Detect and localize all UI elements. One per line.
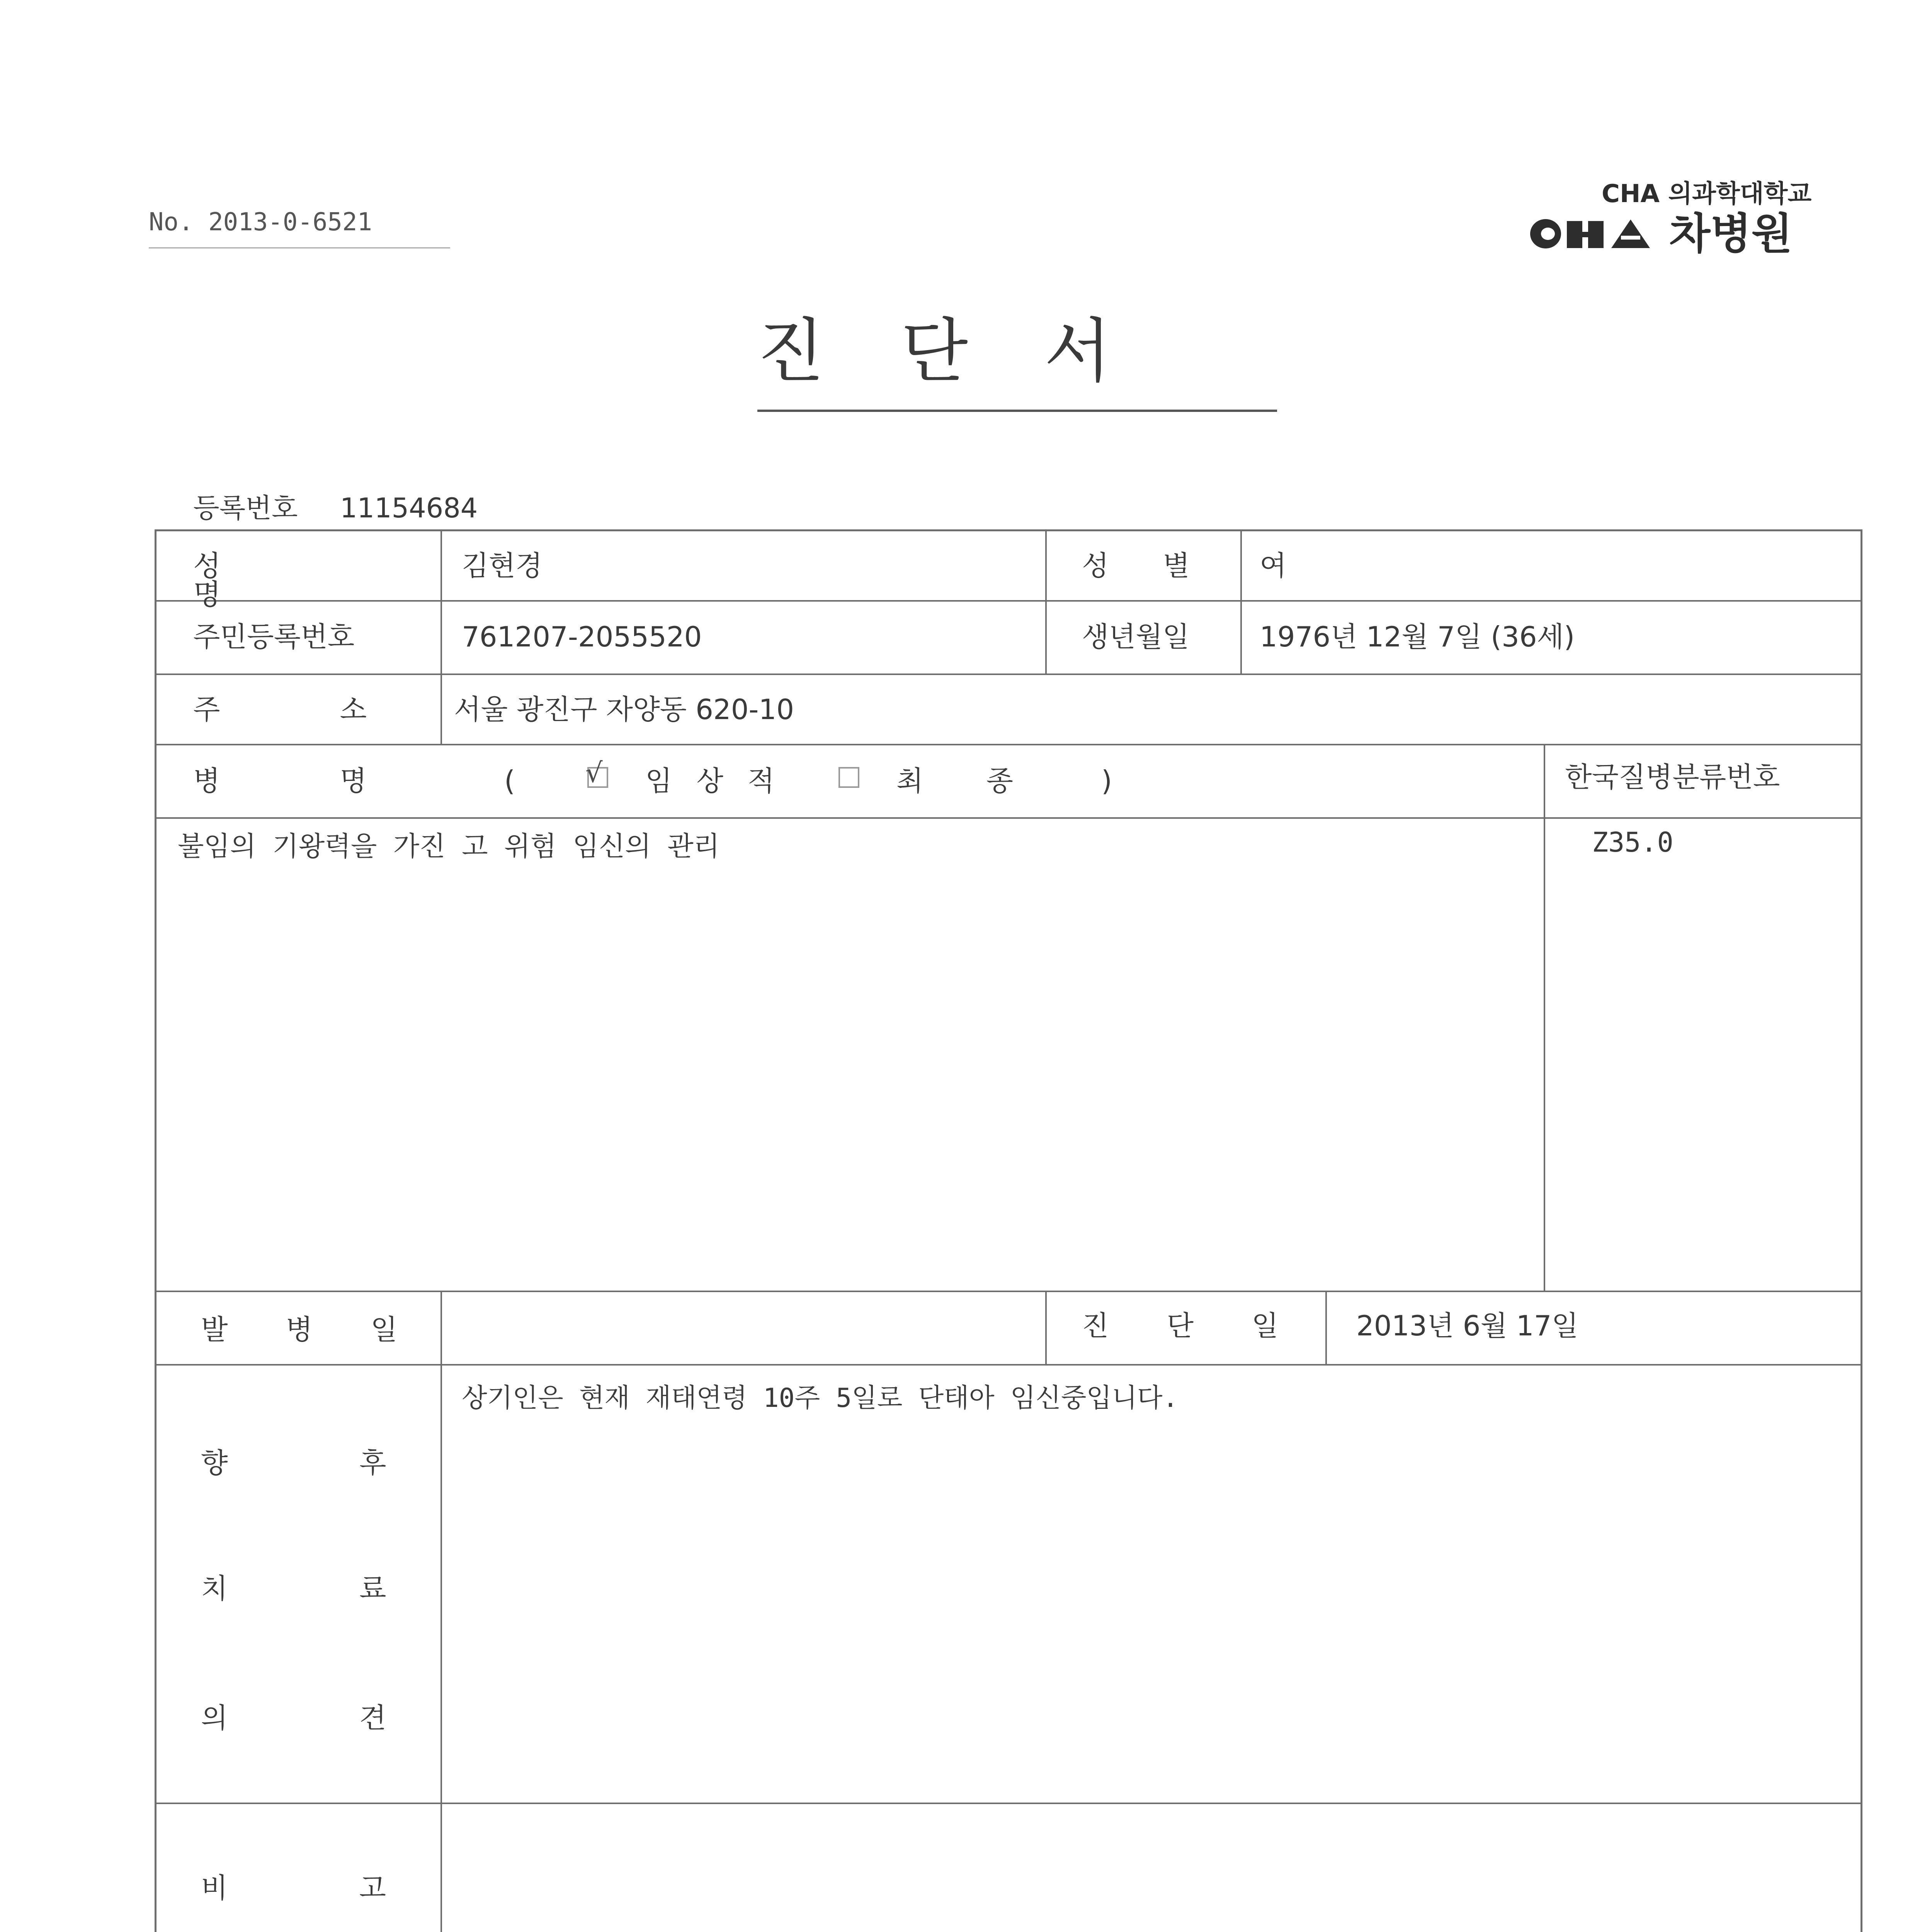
cha-logo-icon [1530, 216, 1662, 251]
logo-university-name: CHA 의과학대학교 [1602, 180, 1812, 208]
row-divider [155, 673, 1862, 675]
name-value: 김현경 [462, 549, 543, 582]
address-label: 주소 [193, 693, 487, 726]
clinical-option-label: 임 상 적 [645, 765, 782, 797]
document-title: 진 단 서 [757, 311, 1139, 392]
opinion-label-char: 견 [359, 1702, 386, 1734]
onset-label: 발병일 [201, 1313, 456, 1346]
column-divider [1045, 1291, 1047, 1364]
registration-label: 등록번호 [193, 492, 298, 524]
row-divider [155, 1364, 1862, 1366]
row-divider [155, 600, 1862, 602]
opinion-label-char: 향 [201, 1447, 228, 1479]
sex-label: 성별 [1082, 549, 1244, 582]
document-number-underline [149, 247, 450, 248]
opinion-label-char: 의 [201, 1702, 228, 1734]
row-divider [155, 1803, 1862, 1804]
sex-value: 여 [1260, 549, 1287, 582]
diagnosis-date-label: 진단일 [1082, 1310, 1337, 1342]
kcd-value: Z35.0 [1592, 827, 1673, 858]
final-checkbox[interactable] [838, 767, 859, 788]
row-divider [155, 744, 1862, 745]
hospital-logo [1530, 174, 1878, 267]
disease-paren-close: ) [1101, 765, 1112, 797]
row-divider [155, 1291, 1862, 1292]
registration-number: 11154684 [340, 492, 478, 524]
disease-value: 불임의 기왕력을 가진 고 위험 임신의 관리 [178, 830, 720, 862]
kcd-label: 한국질병분류번호 [1565, 761, 1780, 793]
logo-hospital-name: 차병원 [1669, 209, 1793, 259]
address-value: 서울 광진구 자양동 620-10 [454, 693, 794, 726]
disease-paren-open: ( [504, 765, 515, 797]
column-divider [1544, 744, 1545, 1291]
resident-id-value: 761207-2055520 [462, 621, 702, 653]
resident-id-label: 주민등록번호 [193, 621, 355, 653]
column-divider [1045, 529, 1047, 673]
opinion-label-char: 후 [359, 1447, 386, 1479]
opinion-label-char: 치 [201, 1572, 228, 1605]
title-underline [757, 410, 1277, 412]
opinion-value: 상기인은 현재 재태연령 10주 5일로 단태아 임신중입니다. [462, 1383, 1179, 1413]
column-divider [440, 1291, 442, 1932]
birth-date-label: 생년월일 [1082, 621, 1190, 653]
opinion-label-char: 료 [359, 1572, 386, 1605]
name-label-text: 성명 [193, 549, 341, 611]
birth-date-value: 1976년 12월 7일 (36세) [1260, 621, 1575, 653]
disease-label: 병명 [193, 765, 487, 797]
name-label [193, 549, 386, 611]
document-number: No. 2013-0-6521 [149, 208, 372, 236]
remarks-label: 비고 [201, 1872, 518, 1904]
form-table [155, 529, 1862, 1932]
check-mark-icon: √ [585, 757, 603, 789]
final-option-label: 최 종 [896, 765, 1013, 797]
diagnosis-date-value: 2013년 6월 17일 [1356, 1310, 1579, 1342]
row-divider [155, 817, 1862, 819]
